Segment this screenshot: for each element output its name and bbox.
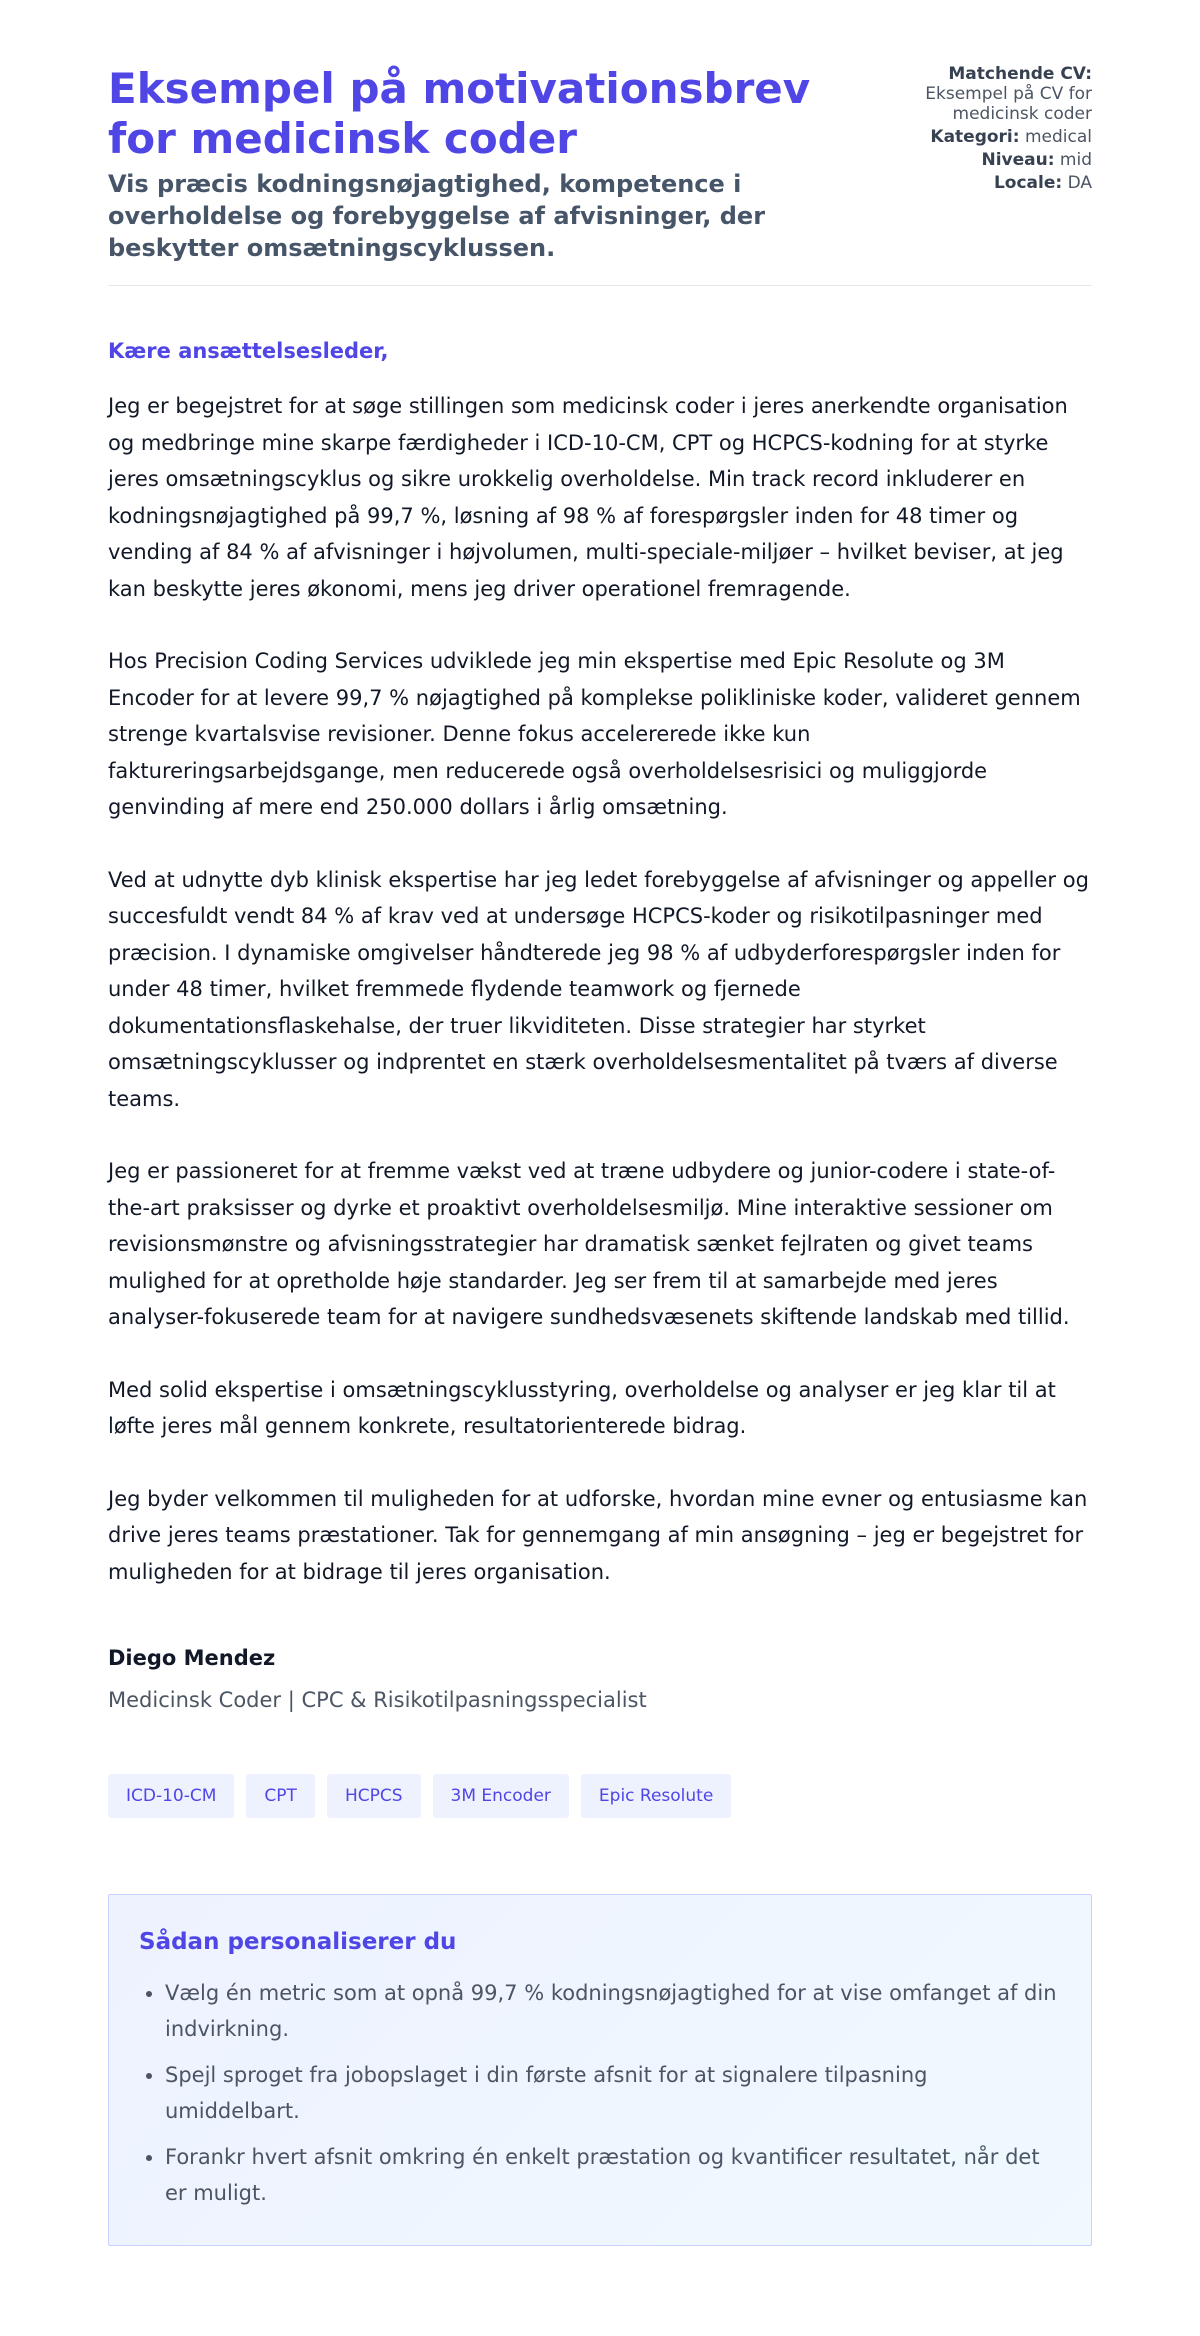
page-title: Eksempel på motivationsbrev for medicinsk coder [108, 64, 811, 163]
page-subtitle: Vis præcis kodningsnøjagtighed, kompetence i overholdelse og forebyggelse af afvisninger, der beskytter omsætningscyklussen. [108, 170, 766, 262]
document-header [108, 64, 1092, 286]
skill-tag: Epic Resolute [581, 1774, 731, 1818]
meta-category-value: medical [1024, 127, 1092, 147]
letter-body [108, 338, 1092, 1714]
letter-paragraph: Med solid ekspertise i omsætningscyklusstyring, overholdelse og analyser er jeg klar til at løfte jeres mål gennem konkrete, resultatorienterede bidrag. [108, 1377, 1056, 1438]
letter-paragraph: Ved at udnytte dyb klinisk ekspertise har jeg ledet forebyggelse af afvisninger og appeller og succesfuldt vendt 84 % af krav ved at undersøge HCPCS-koder og risikotilpasninger med præcision. I dynamiske omgivelser håndterede jeg 98 % af udbyderforespørgsler inden for under 48 timer, hvilket fremmede flydende teamwork og fjernede dokumentationsflaskehalse, der truer likviditeten. Disse strategier har styrket omsætningscyklusser og indprentet en stærk overholdelsesmentalitet på tværs af diverse teams. [108, 867, 1089, 1111]
personalization-tips-box [108, 1894, 1092, 2246]
meta-cv-label: Matchende CV: [948, 64, 1092, 84]
letter-paragraph: Jeg byder velkommen til muligheden for at udforske, hvordan mine evner og entusiasme kan drive jeres teams præstationer. Tak for gennemgang af min ansøgning – jeg er begejstret for muligheden for at bidrage til jeres organisation. [108, 1486, 1088, 1584]
skill-tags [108, 1774, 1092, 1818]
letter-paragraphs [108, 388, 1092, 1590]
meta-matching-cv [842, 64, 1092, 124]
meta-cv-value: Eksempel på CV for medicinsk coder [925, 84, 1092, 124]
meta-category-label: Kategori: [930, 127, 1020, 147]
meta-category [842, 127, 1092, 147]
tip-item: • Spejl sproget fra jobopslaget i din første afsnit for at signalere tilpasning umiddelbart. [165, 2057, 1061, 2129]
signature-role: Medicinsk Coder | CPC & Risikotilpasningsspecialist [108, 1688, 647, 1712]
meta-locale [842, 173, 1092, 193]
letter-paragraph: Jeg er passioneret for at fremme vækst ved at træne udbydere og junior-codere i state-of-the-art praksisser og dyrke et proaktivt overholdelsesmiljø. Mine interaktive sessioner om revisionsmønstre og afvisningsstrategier har dramatisk sænket fejlraten og givet teams mulighed for at opretholde høje standarder. Jeg ser frem til at samarbejde med jeres analyser-fokuserede team for at navigere sundhedsvæsenets skiftende landskab med tillid. [108, 1159, 1070, 1329]
meta-locale-label: Locale: [993, 173, 1063, 193]
tips-list [139, 1975, 1061, 2211]
meta-level-label: Niveau: [981, 150, 1055, 170]
tip-item: • Vælg én metric som at opnå 99,7 % kodningsnøjagtighed for at vise omfanget af din indvirkning. [165, 1975, 1061, 2047]
meta-locale-value: DA [1067, 173, 1092, 193]
meta-level [842, 150, 1092, 170]
signature-name: Diego Mendez [108, 1646, 276, 1670]
signature-block [108, 1644, 1092, 1714]
skill-tag: ICD-10-CM [108, 1774, 234, 1818]
letter-paragraph: Hos Precision Coding Services udviklede jeg min ekspertise med Epic Resolute og 3M Encoder for at levere 99,7 % nøjagtighed på komplekse polikliniske koder, valideret gennem strenge kvartalsvise revisioner. Denne fokus accelererede ikke kun faktureringsarbejdsgange, men reducerede også overholdelsesrisici og muliggjorde genvinding af mere end 250.000 dollars i årlig omsætning. [108, 649, 1081, 819]
salutation: Kære ansættelsesleder, [108, 339, 389, 363]
tip-item: • Forankr hvert afsnit omkring én enkelt præstation og kvantificer resultatet, når det er muligt. [165, 2139, 1061, 2211]
meta-level-value: mid [1059, 150, 1092, 170]
skill-tag: HCPCS [327, 1774, 421, 1818]
title-block [108, 64, 878, 264]
skill-tag: CPT [246, 1774, 315, 1818]
skill-tag: 3M Encoder [433, 1774, 569, 1818]
tips-title: Sådan personaliserer du [139, 1929, 457, 1955]
metadata-panel [842, 64, 1092, 196]
letter-paragraph: Jeg er begejstret for at søge stillingen som medicinsk coder i jeres anerkendte organisation og medbringe mine skarpe færdigheder i ICD-10-CM, CPT og HCPCS-kodning for at styrke jeres omsætningscyklus og sikre urokkelig overholdelse. Min track record inkluderer en kodningsnøjagtighed på 99,7 %, løsning af 98 % af forespørgsler inden for 48 timer og vending af 84 % af afvisninger i højvolumen, multi-speciale-miljøer – hvilket beviser, at jeg kan beskytte jeres økonomi, mens jeg driver operationel fremragende. [108, 394, 1068, 601]
